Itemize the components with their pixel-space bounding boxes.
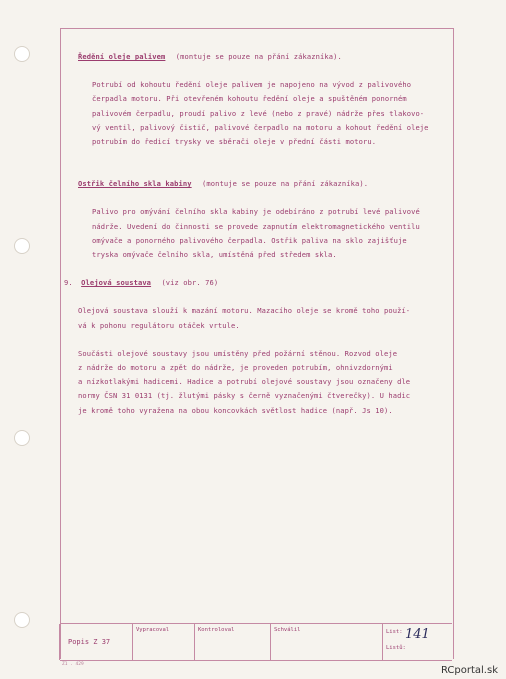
paragraph (78, 78, 443, 149)
title-block-prepared (132, 624, 195, 660)
paragraph (78, 205, 443, 262)
checked-label: Kontroloval (198, 627, 235, 633)
section-heading (78, 50, 443, 64)
sheets-label: Listů: (386, 645, 406, 651)
paragraph (78, 347, 443, 418)
text-line: z nádrže do motoru a zpět do nádrže, je proveden potrubím, ohnivzdornými (78, 363, 393, 373)
form-code: Z1 . 429 (62, 662, 84, 667)
sheet-label: List: (386, 629, 403, 635)
punch-hole (14, 612, 30, 628)
punch-hole (14, 430, 30, 446)
text-line: Součásti olejové soustavy jsou umístěny před požární stěnou. Rozvod oleje (78, 348, 398, 358)
text-line: normy ČSN 31 0131 (tj. žlutými pásky s černě vyznačenými čtverečky). U hadic (78, 391, 411, 401)
text-line: nádrže. Uvedení do činnosti se provede zapnutím elektromagnetického ventilu (92, 221, 420, 231)
section-heading (78, 177, 443, 191)
watermark: RCportal.sk (440, 665, 498, 676)
section-number: 9. (64, 278, 73, 288)
text-line: tryska omývače čelního skla, umístěná před středem skla. (92, 250, 337, 260)
prepared-label: Vypracoval (136, 627, 170, 633)
figure-reference: (viz obr. 76) (161, 278, 219, 288)
heading-note: (montuje se pouze na přání zákazníka). (175, 52, 342, 61)
text-line: Olejová soustava slouží k mazání motoru. Mazacího oleje se kromě toho použí- (78, 306, 411, 316)
text-line: vá k pohonu regulátoru otáček vrtule. (78, 320, 240, 330)
text-line: palivovém čerpadlu, proudí palivo z levé (nebo z pravé) nádrže přes tlakovo- (92, 108, 425, 118)
text-line: omývače a ponorného palivového čerpadla. Ostřik paliva na sklo zajišťuje (92, 235, 407, 245)
text-line: je kromě toho vyražena na obou koncovkách světlost hadice (např. Js 10). (78, 405, 393, 415)
text-line: čerpadla motoru. Při otevřeném kohoutu ředění oleje a spuštěném ponorném (92, 94, 407, 104)
heading-title: Ostřik čelního skla kabiny (78, 179, 192, 189)
text-line: potrubím do ředicí trysky ve sběrači oleje v přední části motoru. (92, 137, 377, 147)
heading-note: (montuje se pouze na přání zákazníka). (202, 179, 369, 189)
section-heading (64, 276, 443, 290)
page-number: 141 (405, 627, 430, 642)
title-block-approved (270, 624, 383, 660)
paragraph (78, 304, 443, 332)
text-line: Palivo pro omývání čelního skla kabiny je odebíráno z potrubí levé palivové (92, 207, 420, 217)
text-line: vý ventil, palivový čistič, palivové čerpadlo na motoru a kohout ředění oleje (92, 122, 429, 132)
text-line: Potrubí od kohoutu ředění oleje palivem je napojeno na vývod z palivového (92, 80, 412, 90)
approved-label: Schválil (274, 627, 301, 633)
document-name: Popis Z 37 (68, 638, 111, 646)
heading-title: Olejová soustava (81, 278, 152, 288)
punch-hole (14, 46, 30, 62)
title-block-sheet (382, 624, 453, 660)
heading-title: Ředění oleje palivem (78, 52, 166, 61)
title-block-document (59, 624, 132, 660)
punch-hole (14, 238, 30, 254)
title-block (60, 623, 452, 661)
document-body (64, 50, 443, 432)
text-line: a nízkotlakými hadicemi. Hadice a potrubí olejové soustavy jsou označeny dle (78, 377, 411, 387)
title-block-checked (194, 624, 271, 660)
